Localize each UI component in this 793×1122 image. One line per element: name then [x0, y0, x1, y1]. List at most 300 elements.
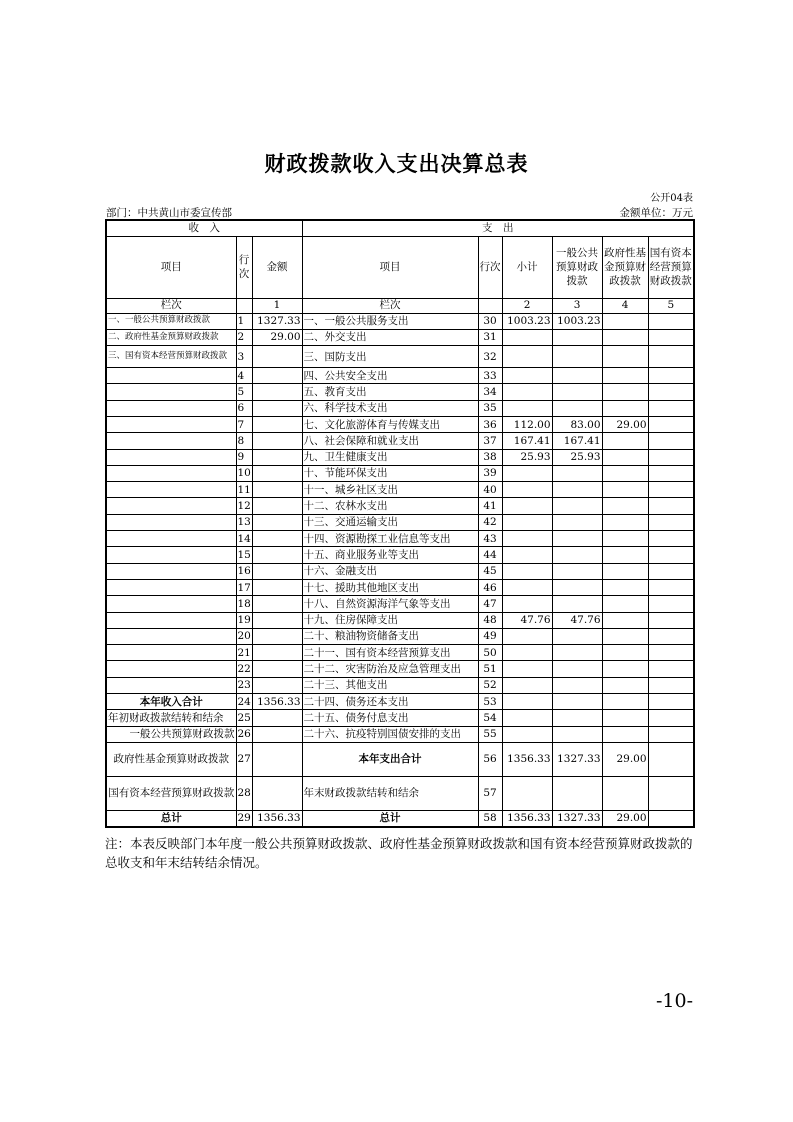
table-note: 注：本表反映部门本年度一般公共预算财政拨款、政府性基金预算财政拨款和国有资本经营预算财政拨款的总收支和年末结转结余情况。 — [105, 836, 693, 871]
form-number: 公开04表 — [650, 193, 693, 204]
income-amount-cell — [252, 742, 302, 776]
subtotal-cell — [502, 514, 552, 530]
gov-fund-cell — [602, 346, 648, 368]
expense-row-no-cell: 32 — [478, 346, 502, 368]
expense-item-cell: 二十一、国有资本经营预算支出 — [302, 645, 478, 661]
gov-fund-cell — [602, 498, 648, 514]
income-item-cell: 一般公共预算财政拨款 — [106, 726, 236, 742]
unit-label: 金额单位：万元 — [619, 207, 693, 219]
general-budget-cell — [552, 384, 602, 400]
expense-row-no-cell: 39 — [478, 465, 502, 481]
subtotal-cell: 25.93 — [502, 449, 552, 465]
state-capital-cell — [648, 465, 694, 481]
gov-fund-cell — [602, 645, 648, 661]
expense-item-cell: 十四、资源勘探工业信息等支出 — [302, 531, 478, 547]
state-capital-cell — [648, 329, 694, 345]
income-row-no-cell: 20 — [236, 628, 252, 644]
expense-item-cell: 六、科学技术支出 — [302, 400, 478, 416]
income-amount-cell — [252, 531, 302, 547]
table-row — [106, 628, 694, 644]
expense-item-cell: 四、公共安全支出 — [302, 368, 478, 384]
income-item-cell — [106, 449, 236, 465]
subtotal-cell — [502, 547, 552, 563]
table-row — [106, 531, 694, 547]
general-budget-cell: 1327.33 — [552, 742, 602, 776]
expense-item-cell: 二十、粮油物资储备支出 — [302, 628, 478, 644]
expense-item-cell: 十二、农林水支出 — [302, 498, 478, 514]
income-row-no-cell: 23 — [236, 677, 252, 693]
expense-item-cell: 二十四、债务还本支出 — [302, 694, 478, 710]
column-label-left: 栏次 — [106, 298, 236, 313]
gov-fund-cell: 29.00 — [602, 742, 648, 776]
subtotal-cell — [502, 776, 552, 810]
state-capital-cell — [648, 612, 694, 628]
state-capital-cell — [648, 579, 694, 595]
income-amount-cell — [252, 579, 302, 595]
expense-item-header: 项目 — [302, 236, 478, 298]
table-row — [106, 810, 694, 826]
expense-row-no-cell: 47 — [478, 596, 502, 612]
general-budget-cell — [552, 329, 602, 345]
general-budget-cell — [552, 400, 602, 416]
subtotal-cell: 167.41 — [502, 433, 552, 449]
table-row — [106, 384, 694, 400]
general-budget-cell — [552, 694, 602, 710]
state-capital-cell — [648, 776, 694, 810]
income-item-cell: 二、政府性基金预算财政拨款 — [106, 329, 236, 345]
table-row — [106, 694, 694, 710]
table-row — [106, 465, 694, 481]
income-amount-cell — [252, 449, 302, 465]
expense-item-cell: 十一、城乡社区支出 — [302, 482, 478, 498]
general-budget-cell — [552, 531, 602, 547]
expense-item-cell: 十、节能环保支出 — [302, 465, 478, 481]
income-item-cell: 政府性基金预算财政拨款 — [106, 742, 236, 776]
expense-item-cell: 年末财政拨款结转和结余 — [302, 776, 478, 810]
income-item-cell — [106, 596, 236, 612]
state-capital-cell — [648, 694, 694, 710]
subtotal-cell — [502, 628, 552, 644]
table-row — [106, 433, 694, 449]
general-budget-cell — [552, 677, 602, 693]
gov-fund-cell — [602, 384, 648, 400]
expense-row-no-cell: 37 — [478, 433, 502, 449]
gov-fund-cell — [602, 482, 648, 498]
state-capital-cell — [648, 645, 694, 661]
table-row — [106, 368, 694, 384]
table-row — [106, 400, 694, 416]
general-budget-cell: 167.41 — [552, 433, 602, 449]
income-item-header: 项目 — [106, 236, 236, 298]
expense-row-no-cell: 38 — [478, 449, 502, 465]
column-number-1: 1 — [252, 298, 302, 313]
expense-row-no-header: 行次 — [478, 236, 502, 298]
subtotal-cell — [502, 677, 552, 693]
state-capital-cell — [648, 742, 694, 776]
income-row-no-cell: 22 — [236, 661, 252, 677]
income-amount-cell — [252, 645, 302, 661]
expense-item-cell: 十九、住房保障支出 — [302, 612, 478, 628]
general-budget-cell — [552, 579, 602, 595]
income-item-cell — [106, 645, 236, 661]
expense-row-no-cell: 35 — [478, 400, 502, 416]
gov-fund-cell — [602, 710, 648, 726]
general-budget-cell — [552, 346, 602, 368]
gov-fund-cell — [602, 776, 648, 810]
state-capital-cell — [648, 313, 694, 329]
column-number-3: 3 — [552, 298, 602, 313]
income-item-cell: 国有资本经营预算财政拨款 — [106, 776, 236, 810]
income-item-cell — [106, 531, 236, 547]
state-capital-cell — [648, 661, 694, 677]
subtotal-cell — [502, 384, 552, 400]
income-item-cell — [106, 498, 236, 514]
expense-row-no-cell: 33 — [478, 368, 502, 384]
income-amount-cell: 1356.33 — [252, 810, 302, 826]
state-capital-cell — [648, 416, 694, 432]
expense-item-cell: 二十三、其他支出 — [302, 677, 478, 693]
income-row-no-cell: 13 — [236, 514, 252, 530]
department-label: 部门：中共黄山市委宣传部 — [106, 207, 232, 219]
gov-fund-cell — [602, 400, 648, 416]
table-row — [106, 726, 694, 742]
expense-header: 支 出 — [302, 220, 694, 236]
income-row-no-cell: 26 — [236, 726, 252, 742]
gov-fund-cell — [602, 531, 648, 547]
expense-row-no-cell: 41 — [478, 498, 502, 514]
gov-fund-cell — [602, 465, 648, 481]
income-row-no-cell: 27 — [236, 742, 252, 776]
income-row-no-cell: 2 — [236, 329, 252, 345]
subtotal-cell — [502, 329, 552, 345]
expense-row-no-cell: 52 — [478, 677, 502, 693]
income-row-no-cell: 25 — [236, 710, 252, 726]
table-row — [106, 547, 694, 563]
income-row-no-cell: 24 — [236, 694, 252, 710]
expense-row-no-cell: 34 — [478, 384, 502, 400]
subtotal-cell: 1356.33 — [502, 742, 552, 776]
gov-fund-cell — [602, 329, 648, 345]
income-amount-cell — [252, 433, 302, 449]
income-amount-header: 金额 — [252, 236, 302, 298]
income-row-no-cell: 6 — [236, 400, 252, 416]
general-budget-cell — [552, 514, 602, 530]
income-row-no-cell: 1 — [236, 313, 252, 329]
state-capital-cell — [648, 710, 694, 726]
table-row — [106, 645, 694, 661]
expense-row-no-cell: 46 — [478, 579, 502, 595]
state-capital-cell — [648, 384, 694, 400]
state-capital-cell — [648, 449, 694, 465]
general-budget-cell: 25.93 — [552, 449, 602, 465]
expense-row-no-cell: 30 — [478, 313, 502, 329]
income-amount-cell: 1327.33 — [252, 313, 302, 329]
gov-fund-cell — [602, 596, 648, 612]
gov-fund-cell — [602, 449, 648, 465]
table-row — [106, 661, 694, 677]
expense-row-no-cell: 54 — [478, 710, 502, 726]
general-budget-cell: 47.76 — [552, 612, 602, 628]
subtotal-cell: 1003.23 — [502, 313, 552, 329]
income-amount-cell — [252, 384, 302, 400]
general-budget-cell — [552, 710, 602, 726]
expense-item-cell: 二、外交支出 — [302, 329, 478, 345]
income-amount-cell — [252, 612, 302, 628]
income-amount-cell — [252, 726, 302, 742]
gov-fund-cell — [602, 661, 648, 677]
table-row — [106, 776, 694, 810]
expense-item-cell: 三、国防支出 — [302, 346, 478, 368]
expense-row-no-cell: 40 — [478, 482, 502, 498]
income-item-cell — [106, 384, 236, 400]
state-capital-cell — [648, 547, 694, 563]
gov-fund-cell — [602, 433, 648, 449]
expense-item-cell: 本年支出合计 — [302, 742, 478, 776]
table-row — [106, 677, 694, 693]
gov-fund-cell: 29.00 — [602, 810, 648, 826]
expense-item-cell: 十八、自然资源海洋气象等支出 — [302, 596, 478, 612]
gov-fund-header: 政府性基金预算财政拨款 — [602, 236, 648, 298]
income-item-cell — [106, 547, 236, 563]
income-row-no-cell: 8 — [236, 433, 252, 449]
income-item-cell — [106, 416, 236, 432]
income-item-cell — [106, 482, 236, 498]
income-amount-cell — [252, 776, 302, 810]
general-budget-cell — [552, 726, 602, 742]
expense-item-cell: 二十二、灾害防治及应急管理支出 — [302, 661, 478, 677]
subtotal-cell — [502, 498, 552, 514]
table-row — [106, 596, 694, 612]
subtotal-cell — [502, 563, 552, 579]
gov-fund-cell — [602, 726, 648, 742]
subtotal-cell — [502, 465, 552, 481]
income-row-no-cell: 12 — [236, 498, 252, 514]
state-capital-cell — [648, 346, 694, 368]
general-budget-cell — [552, 547, 602, 563]
expense-item-cell: 二十五、债务付息支出 — [302, 710, 478, 726]
income-amount-cell — [252, 677, 302, 693]
budget-summary-table — [105, 219, 695, 828]
income-row-no-header: 行次 — [236, 236, 252, 298]
income-amount-cell — [252, 710, 302, 726]
expense-row-no-cell: 56 — [478, 742, 502, 776]
state-capital-cell — [648, 433, 694, 449]
expense-row-no-cell: 43 — [478, 531, 502, 547]
general-budget-cell — [552, 482, 602, 498]
income-row-no-cell: 9 — [236, 449, 252, 465]
subtotal-cell: 112.00 — [502, 416, 552, 432]
income-row-no-cell: 3 — [236, 346, 252, 368]
expense-item-cell: 一、一般公共服务支出 — [302, 313, 478, 329]
income-row-no-cell: 14 — [236, 531, 252, 547]
expense-row-no-cell: 48 — [478, 612, 502, 628]
table-row — [106, 346, 694, 368]
subtotal-cell: 1356.33 — [502, 810, 552, 826]
subtotal-cell — [502, 710, 552, 726]
expense-row-no-cell: 49 — [478, 628, 502, 644]
expense-row-no-cell: 44 — [478, 547, 502, 563]
expense-row-no-cell: 58 — [478, 810, 502, 826]
general-budget-cell: 1327.33 — [552, 810, 602, 826]
general-budget-cell — [552, 596, 602, 612]
income-item-cell: 三、国有资本经营预算财政拨款 — [106, 346, 236, 368]
table-row — [106, 498, 694, 514]
state-capital-cell — [648, 628, 694, 644]
table-row — [106, 449, 694, 465]
expense-item-cell: 二十六、抗疫特别国债安排的支出 — [302, 726, 478, 742]
expense-item-cell: 五、教育支出 — [302, 384, 478, 400]
state-capital-header: 国有资本经营预算财政拨款 — [648, 236, 694, 298]
general-budget-cell — [552, 563, 602, 579]
state-capital-cell — [648, 563, 694, 579]
income-amount-cell — [252, 482, 302, 498]
income-row-no-cell: 19 — [236, 612, 252, 628]
income-row-no-cell: 21 — [236, 645, 252, 661]
income-amount-cell — [252, 514, 302, 530]
general-budget-cell — [552, 645, 602, 661]
state-capital-cell — [648, 368, 694, 384]
gov-fund-cell — [602, 579, 648, 595]
subtotal-cell — [502, 482, 552, 498]
subtotal-cell — [502, 346, 552, 368]
income-item-cell — [106, 677, 236, 693]
general-budget-cell — [552, 776, 602, 810]
state-capital-cell — [648, 498, 694, 514]
income-amount-cell — [252, 661, 302, 677]
gov-fund-cell — [602, 313, 648, 329]
expense-item-cell: 九、卫生健康支出 — [302, 449, 478, 465]
income-row-no-cell: 29 — [236, 810, 252, 826]
column-number-2: 2 — [502, 298, 552, 313]
income-item-cell — [106, 579, 236, 595]
table-row — [106, 514, 694, 530]
table-row — [106, 710, 694, 726]
income-row-no-cell: 16 — [236, 563, 252, 579]
page-number: -10- — [655, 990, 693, 1012]
subtotal-cell — [502, 596, 552, 612]
column-number-4: 4 — [602, 298, 648, 313]
expense-row-no-cell: 42 — [478, 514, 502, 530]
expense-item-cell: 七、文化旅游体育与传媒支出 — [302, 416, 478, 432]
income-row-no-cell: 11 — [236, 482, 252, 498]
general-budget-cell — [552, 661, 602, 677]
income-item-cell — [106, 400, 236, 416]
expense-item-cell: 十五、商业服务业等支出 — [302, 547, 478, 563]
gov-fund-cell — [602, 628, 648, 644]
income-item-cell — [106, 514, 236, 530]
state-capital-cell — [648, 531, 694, 547]
income-amount-cell — [252, 416, 302, 432]
income-row-no-cell: 4 — [236, 368, 252, 384]
income-amount-cell — [252, 498, 302, 514]
gov-fund-cell — [602, 563, 648, 579]
general-budget-header: 一般公共预算财政拨款 — [552, 236, 602, 298]
gov-fund-cell: 29.00 — [602, 416, 648, 432]
page-title: 财政拨款收入支出决算总表 — [264, 151, 529, 176]
subtotal-cell — [502, 694, 552, 710]
table-row — [106, 482, 694, 498]
income-item-cell — [106, 563, 236, 579]
income-item-cell — [106, 612, 236, 628]
expense-row-no-cell: 57 — [478, 776, 502, 810]
income-amount-cell — [252, 346, 302, 368]
income-item-cell — [106, 628, 236, 644]
income-amount-cell — [252, 563, 302, 579]
subtotal-cell — [502, 531, 552, 547]
gov-fund-cell — [602, 514, 648, 530]
income-item-cell — [106, 661, 236, 677]
table-row — [106, 612, 694, 628]
expense-row-no-cell: 55 — [478, 726, 502, 742]
general-budget-cell: 83.00 — [552, 416, 602, 432]
expense-row-no-cell: 31 — [478, 329, 502, 345]
table-row — [106, 579, 694, 595]
income-row-no-cell: 15 — [236, 547, 252, 563]
general-budget-cell — [552, 498, 602, 514]
gov-fund-cell — [602, 677, 648, 693]
general-budget-cell — [552, 628, 602, 644]
expense-item-cell: 八、社会保障和就业支出 — [302, 433, 478, 449]
table-row — [106, 742, 694, 776]
income-row-no-cell: 10 — [236, 465, 252, 481]
expense-row-no-cell: 45 — [478, 563, 502, 579]
income-row-no-cell: 5 — [236, 384, 252, 400]
general-budget-cell — [552, 368, 602, 384]
expense-row-no-cell: 50 — [478, 645, 502, 661]
income-amount-cell — [252, 400, 302, 416]
column-label-right: 栏次 — [302, 298, 478, 313]
income-amount-cell: 1356.33 — [252, 694, 302, 710]
income-row-no-cell: 7 — [236, 416, 252, 432]
state-capital-cell — [648, 514, 694, 530]
expense-row-no-cell: 36 — [478, 416, 502, 432]
state-capital-cell — [648, 810, 694, 826]
table-row — [106, 329, 694, 345]
state-capital-cell — [648, 596, 694, 612]
subtotal-cell: 47.76 — [502, 612, 552, 628]
income-amount-cell — [252, 596, 302, 612]
expense-item-cell: 总计 — [302, 810, 478, 826]
column-number-5: 5 — [648, 298, 694, 313]
state-capital-cell — [648, 726, 694, 742]
income-item-cell — [106, 368, 236, 384]
subtotal-cell — [502, 579, 552, 595]
expense-item-cell: 十七、援助其他地区支出 — [302, 579, 478, 595]
income-item-cell: 年初财政拨款结转和结余 — [106, 710, 236, 726]
income-amount-cell — [252, 547, 302, 563]
gov-fund-cell — [602, 547, 648, 563]
expense-item-cell: 十六、金融支出 — [302, 563, 478, 579]
gov-fund-cell — [602, 694, 648, 710]
table-row — [106, 416, 694, 432]
state-capital-cell — [648, 677, 694, 693]
income-row-no-cell: 17 — [236, 579, 252, 595]
income-row-no-cell: 18 — [236, 596, 252, 612]
income-item-cell: 总计 — [106, 810, 236, 826]
income-item-cell — [106, 465, 236, 481]
general-budget-cell — [552, 465, 602, 481]
income-row-no-cell: 28 — [236, 776, 252, 810]
income-amount-cell — [252, 368, 302, 384]
income-item-cell: 本年收入合计 — [106, 694, 236, 710]
expense-row-no-cell: 51 — [478, 661, 502, 677]
table-row — [106, 563, 694, 579]
subtotal-cell — [502, 726, 552, 742]
income-amount-cell — [252, 628, 302, 644]
general-budget-cell: 1003.23 — [552, 313, 602, 329]
subtotal-header: 小计 — [502, 236, 552, 298]
gov-fund-cell — [602, 368, 648, 384]
